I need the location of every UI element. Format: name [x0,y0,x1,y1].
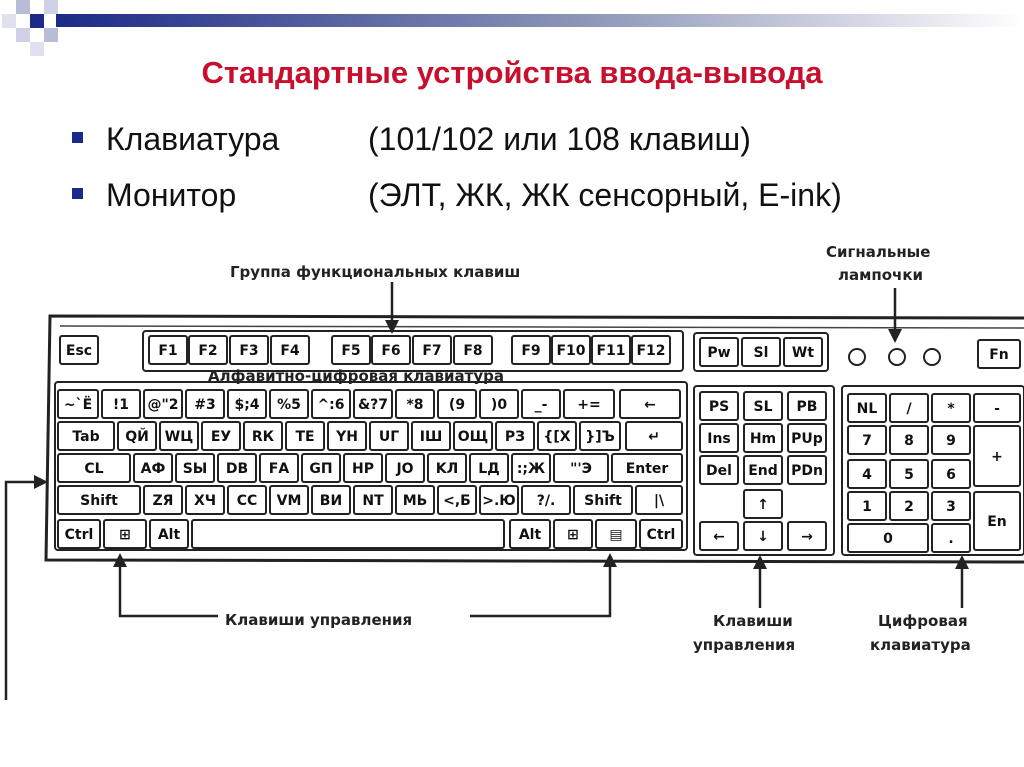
key: WЦ [164,429,194,445]
key: TЕ [295,429,315,445]
key-arrow-right: → [801,529,813,545]
key: AФ [140,461,166,477]
slide-title: Стандартные устройства ввода-вывода [201,55,823,90]
key-numpad: 0 [883,531,893,547]
key-edge: Fn [989,347,1009,363]
key: UГ [378,429,400,445]
key-nav: End [748,463,778,479]
key-f10: F10 [556,343,586,359]
key-numpad: 3 [946,499,956,515]
key-sys: Pw [707,345,731,361]
key: ~`Ё [63,397,93,413]
key-f12: F12 [636,343,666,359]
key-numpad: - [994,401,1000,417]
key: LД [478,461,500,477]
key: VМ [276,493,302,509]
key: Ctrl [646,527,676,543]
key-f6: F6 [381,343,401,359]
key: "'Э [570,461,592,477]
bullet-detail: (101/102 или 108 клавиш) [368,121,751,157]
key-numpad: . [948,531,954,547]
key-numpad: * [947,401,955,417]
signal-lamp [924,349,940,365]
key: JО [396,461,414,477]
bullet-detail: (ЭЛТ, ЖК, ЖК сенсорный, E-ink) [368,177,842,213]
signal-lamp [889,349,905,365]
signal-lamp [849,349,865,365]
key-numpad: 8 [904,433,914,449]
key: OЩ [457,429,489,445]
key: NТ [362,493,384,509]
key: >.Ю [482,493,516,509]
key: $;4 [234,397,260,413]
key-esc: Esc [65,343,93,359]
key: ▤ [609,527,623,543]
key: )0 [490,397,508,413]
label-function-keys: Группа функциональных клавиш [230,263,521,281]
key-nav: PB [796,399,818,415]
key-sys: Wt [791,345,815,361]
key-f8: F8 [463,343,483,359]
key: @"2 [147,397,179,413]
key: YН [336,429,358,445]
key: %5 [277,397,301,413]
key: Tab [72,429,100,445]
key: ← [644,397,656,413]
key-nav: Hm [749,431,777,447]
key: += [577,397,601,413]
keyboard-inner-edge [60,326,1024,328]
key: |\ [653,493,665,509]
key-f3: F3 [239,343,259,359]
key-numpad: 6 [946,467,956,483]
key: QЙ [125,429,149,445]
label-signal-lamps-2: лампочки [838,266,924,284]
key-numpad: En [987,514,1007,530]
key: PЗ [504,429,526,445]
key: HР [352,461,374,477]
key-numpad: 7 [862,433,872,449]
key: FА [268,461,290,477]
key: CС [236,493,258,509]
key: _- [534,397,548,413]
key: Shift [80,493,118,509]
key-enter-top: ↵ [648,429,660,445]
key-numpad: / [906,401,912,417]
key-numpad: 9 [946,433,956,449]
label-numpad-2: клавиатура [870,636,971,654]
bullet-name: Клавиатура [106,121,280,157]
key: #3 [194,397,216,413]
key: IШ [419,429,443,445]
key-f7: F7 [422,343,442,359]
label-control-keys-2: управления [693,636,796,654]
key-f1: F1 [158,343,178,359]
label-numpad-1: Цифровая [878,612,968,630]
key: ⊞ [119,527,131,543]
key: XЧ [193,493,217,509]
label-control-keys-main: Клавиши управления [225,611,413,629]
key-sys: Sl [753,345,769,361]
key: GП [309,461,333,477]
key-arrow-left: ← [713,529,725,545]
key: Alt [518,527,542,543]
key: Alt [157,527,181,543]
key-f11: F11 [596,343,626,359]
key: &?7 [357,397,389,413]
label-control-keys-1: Клавиши [713,612,793,630]
key: BИ [319,493,343,509]
key-nav: SL [753,399,773,415]
key: (9 [448,397,466,413]
key-nav: Ins [707,431,731,447]
key-arrow-down: ↓ [757,529,769,545]
key-f2: F2 [198,343,218,359]
key-numpad: + [991,449,1003,465]
key: SЫ [182,461,208,477]
key: }]Ъ [585,429,615,445]
bullet-name: Монитор [106,177,237,213]
key: ?/. [536,493,556,509]
key: :;Ж [516,461,546,477]
key-numpad: 2 [904,499,914,515]
key: ZЯ [152,493,174,509]
key: !1 [112,397,130,413]
key-numpad: 1 [862,499,872,515]
key-f4: F4 [280,343,300,359]
key-nav: PUp [791,431,823,447]
key: EУ [210,429,232,445]
key: RК [251,429,275,445]
key: <,Б [443,493,471,509]
key: KЛ [435,461,459,477]
key-space-cap [192,520,504,548]
key-nav: PS [708,399,730,415]
label-signal-lamps-1: Сигнальные [826,243,931,261]
key: ⊞ [567,527,579,543]
key-arrow-up: ↑ [757,497,769,513]
key-numpad: 4 [862,467,872,483]
key: Ctrl [64,527,94,543]
key: {[Х [543,429,571,445]
key-f5: F5 [341,343,361,359]
key-f9: F9 [521,343,541,359]
key: *8 [406,397,424,413]
key: CL [84,461,104,477]
key: ^:6 [317,397,345,413]
key-nav: PDn [791,463,823,479]
key: Enter [625,461,669,477]
key-nav: Del [706,463,732,479]
label-alphanumeric: Алфавитно-цифровая клавиатура [208,367,504,385]
key: DВ [225,461,249,477]
key: MЬ [402,493,428,509]
key-numpad: 5 [904,467,914,483]
key-numpad: NL [856,401,878,417]
key: Shift [584,493,622,509]
